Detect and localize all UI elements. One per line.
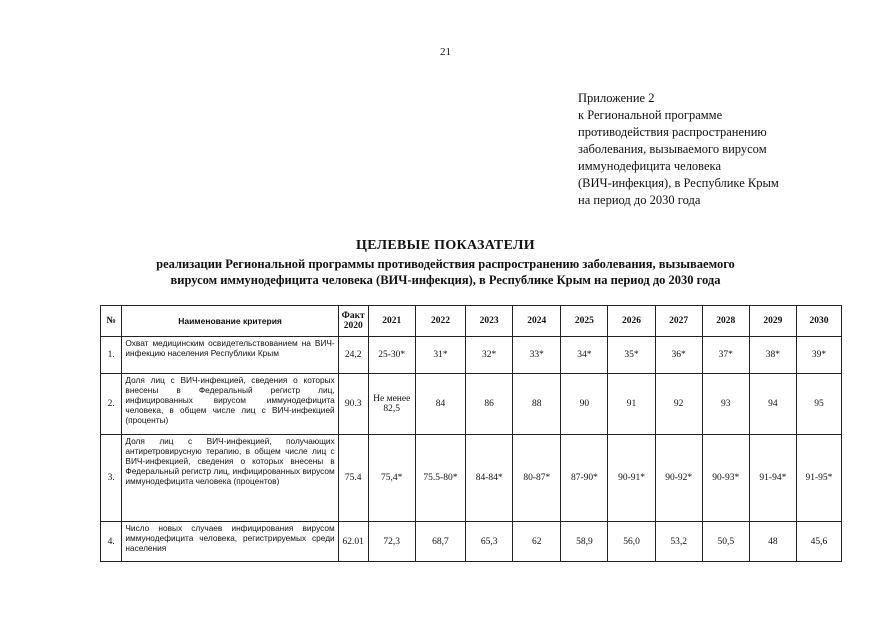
row-value: 53,2 [655,522,702,562]
page-number: 21 [440,46,451,58]
row-value: 48 [749,522,796,562]
header-criterion: Наименование критерия [122,306,338,337]
row-value: 87-90* [561,435,608,522]
table-row [101,374,842,435]
row-value: 31* [415,337,465,374]
appendix-line: (ВИЧ-инфекция), в Республике Крым [578,176,779,190]
row-value: 50,5 [702,522,749,562]
row-criterion [122,522,338,562]
header-fact-line: Факт [341,311,365,321]
row-value: 92 [655,374,702,435]
appendix-line: иммунодефицита человека [578,159,721,173]
row-criterion-text: Число новых случаев инфицирования вирусом иммунодефицита человека, регистрируемых среди населения [125,523,335,553]
row-value: 58,9 [561,522,608,562]
row-value: 94 [749,374,796,435]
row-value: 38* [749,337,796,374]
appendix-line: противодействия распространению [578,125,767,139]
row-value: 56,0 [608,522,655,562]
header-year: 2021 [368,306,415,337]
row-criterion: Доля лиц с ВИЧ-инфекцией, получающих антиретровирусную терапию, в общем числе лиц с ВИЧ-инфекцией, сведения о которых внесены в Федеральный регистр лиц, инфицированных вирусом иммунодефицита человека (процентов) [122,435,338,522]
appendix-note [578,90,779,209]
row-value: 45,6 [796,522,841,562]
header-year: 2023 [466,306,513,337]
row-value: 62 [513,522,561,562]
header-year: 2026 [608,306,655,337]
table-row [101,337,842,374]
row-value: 80-87* [513,435,561,522]
row-fact: 75.4 [338,435,368,522]
row-value: 35* [608,337,655,374]
row-num: 1. [101,337,122,374]
row-value: 36* [655,337,702,374]
row-value: 75.5-80* [415,435,465,522]
appendix-line: к Региональной программе [578,108,723,122]
header-num: № [101,306,122,337]
row-value: 33* [513,337,561,374]
header-fact-line: 2020 [343,321,363,331]
table-header-row [101,306,842,337]
appendix-line: на период до 2030 года [578,193,701,207]
document-subtitle [0,256,891,288]
row-value: 90-92* [655,435,702,522]
appendix-line: Приложение 2 [578,91,655,105]
row-value: 37* [702,337,749,374]
row-value: 25-30* [368,337,415,374]
row-fact: 62.01 [338,522,368,562]
row-value: 65,3 [466,522,513,562]
table-row [101,435,842,522]
row-value: 75,4* [368,435,415,522]
header-year: 2028 [702,306,749,337]
row-value: 32* [466,337,513,374]
appendix-line: заболевания, вызываемого вирусом [578,142,767,156]
row-value: 39* [796,337,841,374]
row-value: 84 [415,374,465,435]
row-value: 68,7 [415,522,465,562]
row-num: 3. [101,435,122,522]
row-value: 86 [466,374,513,435]
row-value: 90-93* [702,435,749,522]
row-value: 91 [608,374,655,435]
row-num: 4. [101,522,122,562]
header-year: 2030 [796,306,841,337]
header-year: 2022 [415,306,465,337]
document-title: ЦЕЛЕВЫЕ ПОКАЗАТЕЛИ [356,238,535,253]
row-value: 90 [561,374,608,435]
row-value: 90-91* [608,435,655,522]
row-fact: 90.3 [338,374,368,435]
table-row [101,522,842,562]
header-year: 2025 [561,306,608,337]
row-value: 95 [796,374,841,435]
subtitle-line: вирусом иммунодефицита человека (ВИЧ-инфекция), в Республике Крым на период до 2030 года [170,273,721,287]
indicators-table [100,305,842,562]
header-year: 2029 [749,306,796,337]
row-value: 72,3 [368,522,415,562]
row-value: 91-95* [796,435,841,522]
row-num: 2. [101,374,122,435]
document-heading [0,238,891,288]
row-criterion: Охват медицинским освидетельствованием на ВИЧ-инфекцию населения Республики Крым [122,337,338,374]
subtitle-line: реализации Региональной программы противодействия распространению заболевания, вызываемого [156,257,735,271]
row-value: 88 [513,374,561,435]
row-value: 34* [561,337,608,374]
row-fact: 24,2 [338,337,368,374]
row-value: Не менее 82,5 [368,374,415,435]
row-value: 91-94* [749,435,796,522]
header-year: 2024 [513,306,561,337]
header-year: 2027 [655,306,702,337]
header-fact [338,306,368,337]
row-criterion: Доля лиц с ВИЧ-инфекцией, сведения о которых внесены в Федеральный регистр лиц, инфицированных вирусом иммунодефицита человека, в общем числе лиц с ВИЧ-инфекцией (проценты) [122,374,338,435]
row-value: 84-84* [466,435,513,522]
row-value: 93 [702,374,749,435]
